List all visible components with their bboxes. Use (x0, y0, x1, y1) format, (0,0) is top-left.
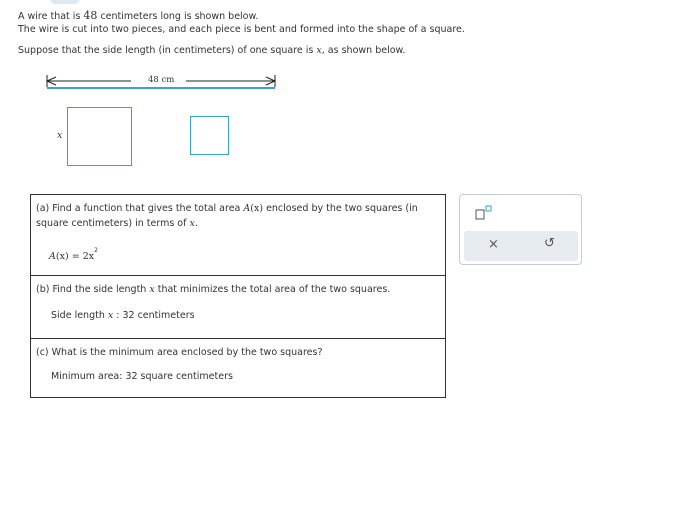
exponent-box (486, 206, 491, 211)
intro-line-1: A wire that is 48 centimeters long is shown below. (18, 9, 259, 22)
side-length-label: x (57, 130, 63, 141)
intro-line-2: The wire is cut into two pieces, and each piece is bent and formed into the shape of a square. (18, 24, 465, 35)
part-b-question: (b) Find the side length x that minimizes the total area of the two squares. (36, 284, 391, 295)
superscript-box-icon[interactable] (475, 205, 493, 221)
wire-length-value: 48 (83, 9, 98, 22)
part-b (31, 275, 445, 338)
base-box (476, 210, 484, 219)
answer-tools-panel (459, 194, 582, 265)
part-c-answer[interactable]: Minimum area: 32 square centimeters (51, 371, 233, 382)
panel-action-bar (464, 231, 578, 261)
superscript-box-svg (475, 205, 493, 221)
part-c-question: (c) What is the minimum area enclosed by the two squares? (36, 347, 323, 358)
wire-diagram (36, 70, 286, 170)
clear-button[interactable]: × (488, 237, 499, 252)
part-a-question: (a) Find a function that gives the total area A(x) enclosed by the two squares (in square centimeters) in terms of x. (36, 203, 418, 229)
question-parts-box (30, 194, 446, 398)
intro-line-3: Suppose that the side length (in centimeters) of one square is x, as shown below. (18, 45, 406, 56)
part-a-answer[interactable]: $A(x) = 2x^2$ (49, 247, 98, 263)
part-c (31, 338, 445, 397)
top-tab-indicator (50, 0, 80, 4)
part-b-answer[interactable]: Side length x : 32 centimeters (51, 310, 195, 321)
large-square (67, 107, 132, 166)
part-a (31, 195, 445, 275)
undo-button[interactable]: ↺ (544, 236, 555, 251)
small-square (190, 116, 229, 155)
wire-length-label: 48 cm (148, 75, 175, 85)
